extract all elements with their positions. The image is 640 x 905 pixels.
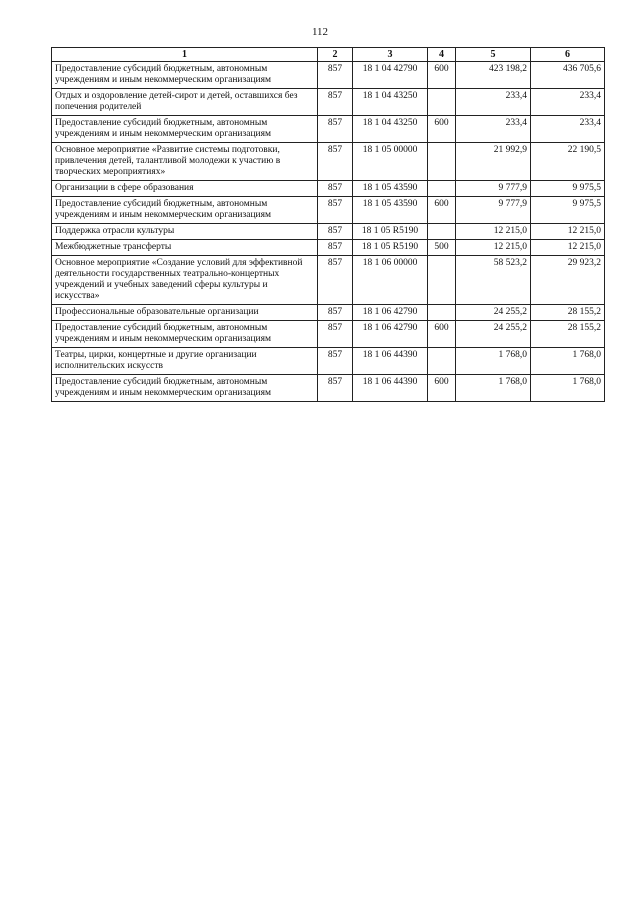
table-row <box>52 89 605 116</box>
row-sum-2: 9 975,5 <box>531 197 605 224</box>
row-ved: 857 <box>318 321 353 348</box>
header-col-2: 2 <box>318 48 353 62</box>
row-csr: 18 1 06 00000 <box>353 256 428 305</box>
row-sum-2: 28 155,2 <box>531 305 605 321</box>
table-row <box>52 181 605 197</box>
row-csr: 18 1 05 43590 <box>353 181 428 197</box>
row-sum-1: 24 255,2 <box>456 321 531 348</box>
row-sum-1: 24 255,2 <box>456 305 531 321</box>
budget-table <box>51 47 605 402</box>
row-vr <box>428 143 456 181</box>
row-sum-2: 12 215,0 <box>531 240 605 256</box>
row-sum-2: 29 923,2 <box>531 256 605 305</box>
row-csr: 18 1 06 42790 <box>353 321 428 348</box>
row-sum-1: 12 215,0 <box>456 240 531 256</box>
row-csr: 18 1 04 42790 <box>353 62 428 89</box>
row-csr: 18 1 04 43250 <box>353 89 428 116</box>
row-vr: 500 <box>428 240 456 256</box>
row-vr: 600 <box>428 197 456 224</box>
row-vr <box>428 89 456 116</box>
row-sum-1: 233,4 <box>456 89 531 116</box>
row-csr: 18 1 06 44390 <box>353 348 428 375</box>
row-vr: 600 <box>428 321 456 348</box>
table-row <box>52 116 605 143</box>
row-csr: 18 1 05 R5190 <box>353 240 428 256</box>
row-ved: 857 <box>318 197 353 224</box>
row-sum-2: 1 768,0 <box>531 348 605 375</box>
table-row <box>52 62 605 89</box>
row-ved: 857 <box>318 375 353 402</box>
row-csr: 18 1 04 43250 <box>353 116 428 143</box>
row-name: Отдых и оздоровление детей-сирот и детей, оставшихся без попечения родителей <box>52 89 318 116</box>
header-col-1: 1 <box>52 48 318 62</box>
table-row <box>52 256 605 305</box>
row-sum-2: 12 215,0 <box>531 224 605 240</box>
row-sum-2: 28 155,2 <box>531 321 605 348</box>
table-row <box>52 224 605 240</box>
table-body <box>52 62 605 402</box>
table-header <box>52 48 605 62</box>
row-csr: 18 1 06 44390 <box>353 375 428 402</box>
row-sum-2: 233,4 <box>531 89 605 116</box>
row-vr: 600 <box>428 375 456 402</box>
row-vr <box>428 256 456 305</box>
row-vr: 600 <box>428 116 456 143</box>
row-name: Поддержка отрасли культуры <box>52 224 318 240</box>
row-csr: 18 1 05 R5190 <box>353 224 428 240</box>
row-name: Межбюджетные трансферты <box>52 240 318 256</box>
row-name: Театры, цирки, концертные и другие организации исполнительских искусств <box>52 348 318 375</box>
row-sum-1: 1 768,0 <box>456 348 531 375</box>
row-sum-2: 22 190,5 <box>531 143 605 181</box>
row-ved: 857 <box>318 143 353 181</box>
row-name: Предоставление субсидий бюджетным, автономным учреждениям и иным некоммерческим организациям <box>52 62 318 89</box>
row-name: Предоставление субсидий бюджетным, автономным учреждениям и иным некоммерческим организациям <box>52 321 318 348</box>
table-row <box>52 375 605 402</box>
row-vr <box>428 305 456 321</box>
table-row <box>52 197 605 224</box>
header-col-6: 6 <box>531 48 605 62</box>
row-sum-1: 9 777,9 <box>456 197 531 224</box>
row-sum-2: 1 768,0 <box>531 375 605 402</box>
row-sum-2: 9 975,5 <box>531 181 605 197</box>
row-ved: 857 <box>318 256 353 305</box>
table-row <box>52 240 605 256</box>
row-name: Организации в сфере образования <box>52 181 318 197</box>
row-vr <box>428 224 456 240</box>
row-sum-2: 233,4 <box>531 116 605 143</box>
header-row <box>52 48 605 62</box>
row-ved: 857 <box>318 116 353 143</box>
row-ved: 857 <box>318 240 353 256</box>
row-ved: 857 <box>318 305 353 321</box>
page-number: 112 <box>311 26 329 38</box>
row-csr: 18 1 05 00000 <box>353 143 428 181</box>
row-name: Предоставление субсидий бюджетным, автономным учреждениям и иным некоммерческим организациям <box>52 375 318 402</box>
row-ved: 857 <box>318 89 353 116</box>
row-ved: 857 <box>318 62 353 89</box>
row-sum-1: 58 523,2 <box>456 256 531 305</box>
table-row <box>52 143 605 181</box>
header-col-5: 5 <box>456 48 531 62</box>
row-ved: 857 <box>318 181 353 197</box>
row-name: Предоставление субсидий бюджетным, автономным учреждениям и иным некоммерческим организациям <box>52 116 318 143</box>
row-name: Предоставление субсидий бюджетным, автономным учреждениям и иным некоммерческим организациям <box>52 197 318 224</box>
row-sum-2: 436 705,6 <box>531 62 605 89</box>
table-row <box>52 348 605 375</box>
row-name: Основное мероприятие «Создание условий для эффективной деятельности государственных театрально-концертных учреждений и учебных заведений сферы культуры и искусства» <box>52 256 318 305</box>
row-sum-1: 233,4 <box>456 116 531 143</box>
row-vr: 600 <box>428 62 456 89</box>
table-row <box>52 305 605 321</box>
row-name: Профессиональные образовательные организации <box>52 305 318 321</box>
row-sum-1: 9 777,9 <box>456 181 531 197</box>
row-ved: 857 <box>318 348 353 375</box>
row-sum-1: 423 198,2 <box>456 62 531 89</box>
table-row <box>52 321 605 348</box>
header-col-3: 3 <box>353 48 428 62</box>
row-sum-1: 1 768,0 <box>456 375 531 402</box>
row-csr: 18 1 06 42790 <box>353 305 428 321</box>
row-csr: 18 1 05 43590 <box>353 197 428 224</box>
row-vr <box>428 348 456 375</box>
row-sum-1: 12 215,0 <box>456 224 531 240</box>
row-name: Основное мероприятие «Развитие системы подготовки, привлечения детей, талантливой молодежи к участию в творческих мероприятиях» <box>52 143 318 181</box>
row-vr <box>428 181 456 197</box>
row-ved: 857 <box>318 224 353 240</box>
header-col-4: 4 <box>428 48 456 62</box>
row-sum-1: 21 992,9 <box>456 143 531 181</box>
